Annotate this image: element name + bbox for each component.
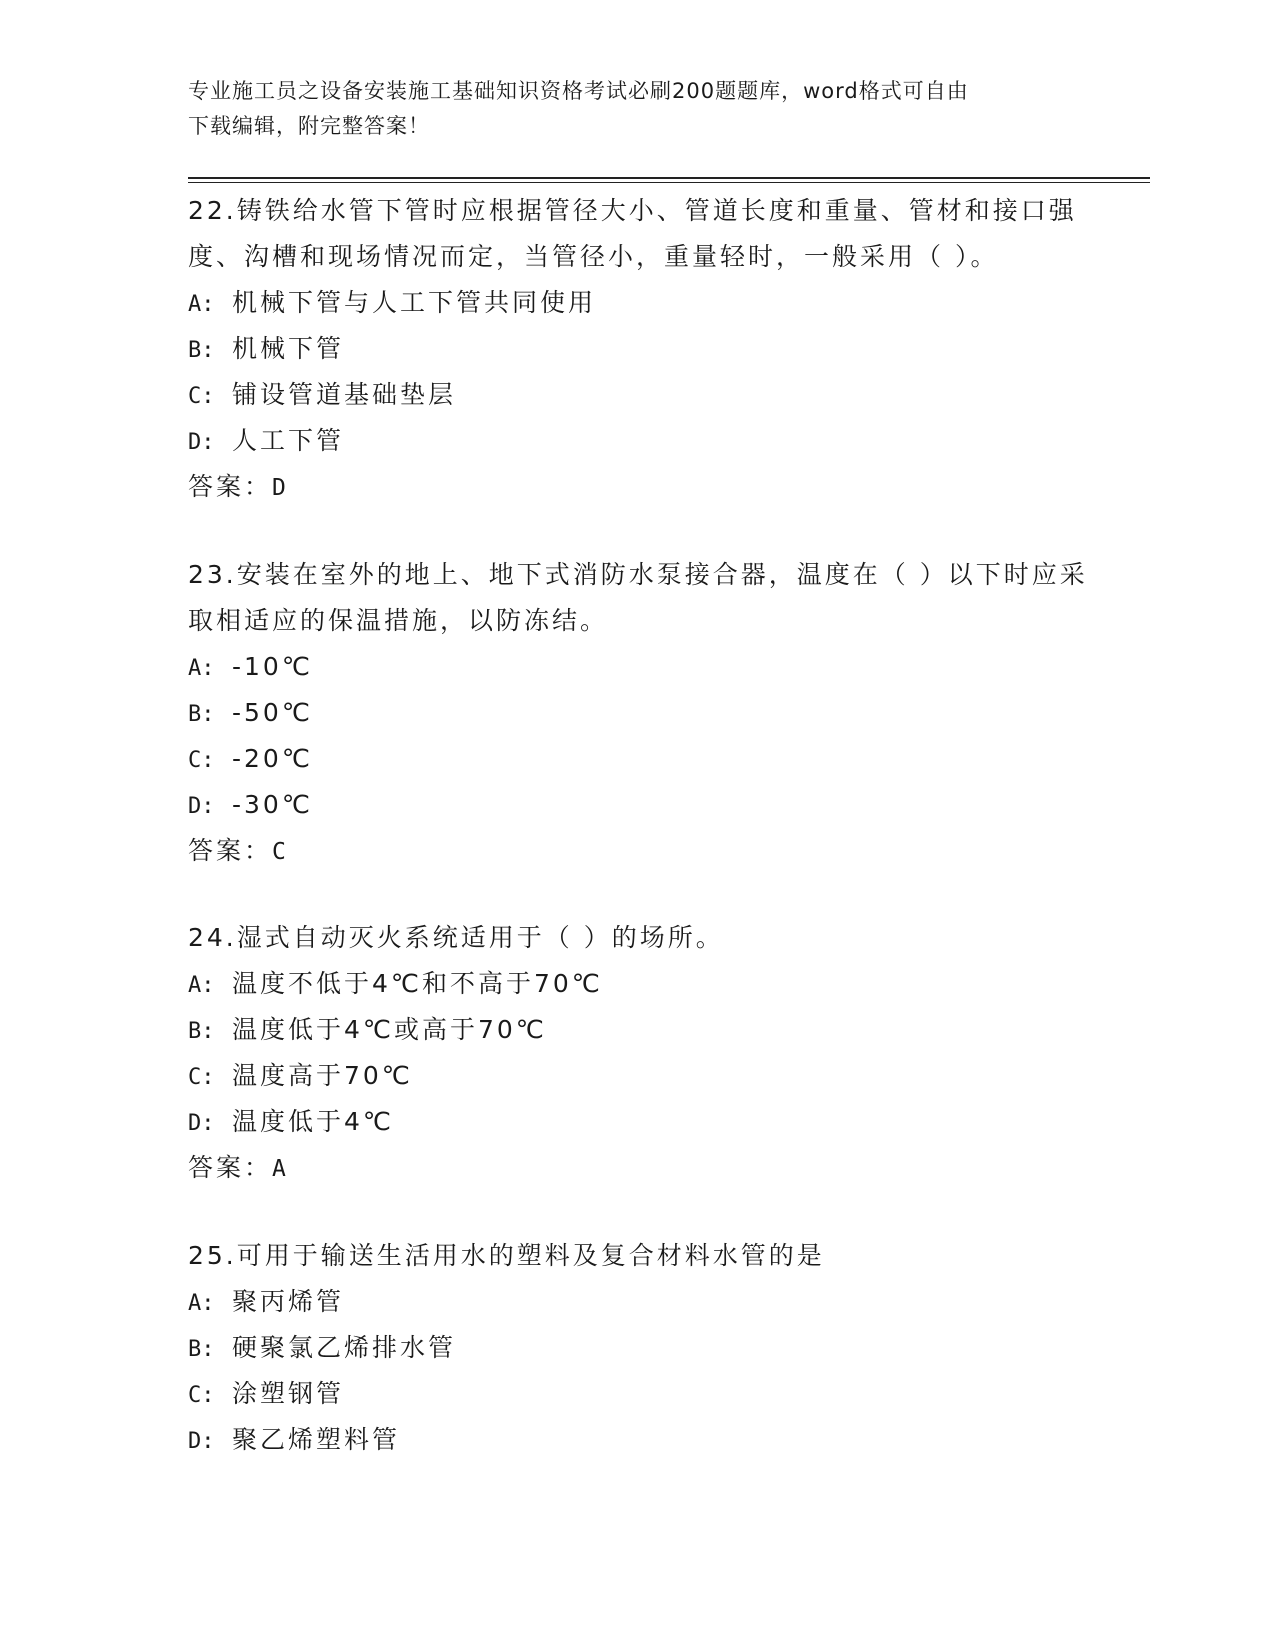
option-text: 机械下管与人工下管共同使用 [232,288,597,317]
option-text: -50℃ [232,698,313,727]
option-c [188,1053,1088,1099]
option-label: D: [188,430,215,455]
option-label: B: [188,1337,215,1362]
option-text: 温度不低于4℃和不高于70℃ [232,969,603,998]
question-23 [188,552,1088,874]
option-text: 机械下管 [232,334,345,363]
document-header [188,74,1068,144]
question-stem: 24.湿式自动灭火系统适用于（ ）的场所。 [188,923,724,952]
option-label: D: [188,1111,215,1136]
option-d [188,782,1088,828]
option-label: A: [188,1291,215,1316]
answer-label: 答案： [188,1153,273,1182]
option-d [188,1417,1088,1463]
option-a [188,644,1088,690]
header-divider-thin [188,182,1150,183]
option-text: 聚丙烯管 [232,1287,345,1316]
question-stem: 25.可用于输送生活用水的塑料及复合材料水管的是 [188,1241,825,1270]
header-line-1: 专业施工员之设备安装施工基础知识资格考试必刷200题题库，word格式可自由 [188,79,969,103]
option-label: D: [188,1429,215,1454]
option-d [188,1099,1088,1145]
answer-line [188,1145,1088,1191]
option-c [188,736,1088,782]
option-text: 聚乙烯塑料管 [232,1425,401,1454]
option-label: B: [188,702,215,727]
option-label: D: [188,794,215,819]
option-text: -10℃ [232,652,313,681]
option-text: -20℃ [232,744,313,773]
option-label: C: [188,1383,215,1408]
header-divider-thick [188,177,1150,179]
option-text: 涂塑钢管 [232,1379,345,1408]
option-text: 温度低于4℃ [232,1107,394,1136]
option-b [188,1325,1088,1371]
option-label: C: [188,748,215,773]
question-24 [188,915,1088,1191]
option-b [188,690,1088,736]
option-text: 人工下管 [232,426,345,455]
option-text: 温度高于70℃ [232,1061,413,1090]
option-b [188,326,1088,372]
option-label: C: [188,384,215,409]
answer-label: 答案： [188,836,273,865]
option-label: A: [188,973,215,998]
option-label: B: [188,1019,215,1044]
option-a [188,280,1088,326]
option-text: 温度低于4℃或高于70℃ [232,1015,547,1044]
option-text: 硬聚氯乙烯排水管 [232,1333,457,1362]
option-text: 铺设管道基础垫层 [232,380,457,409]
answer-value: D [272,475,289,501]
option-label: A: [188,656,215,681]
option-label: C: [188,1065,215,1090]
option-label: B: [188,338,215,363]
question-stem: 22.铸铁给水管下管时应根据管径大小、管道长度和重量、管材和接口强度、沟槽和现场情况而定，当管径小，重量轻时，一般采用（ ）。 [188,196,1077,271]
answer-value: A [272,1156,289,1182]
option-b [188,1007,1088,1053]
answer-line [188,464,1088,510]
question-stem: 23.安装在室外的地上、地下式消防水泵接合器，温度在（ ）以下时应采取相适应的保温措施，以防冻结。 [188,560,1088,635]
answer-value: C [272,839,289,865]
header-line-2: 下载编辑，附完整答案！ [188,114,430,138]
option-c [188,1371,1088,1417]
question-22 [188,188,1088,510]
option-d [188,418,1088,464]
question-25 [188,1233,1088,1463]
option-label: A: [188,292,215,317]
answer-line [188,828,1088,874]
answer-label: 答案： [188,472,273,501]
option-a [188,961,1088,1007]
option-text: -30℃ [232,790,313,819]
option-c [188,372,1088,418]
option-a [188,1279,1088,1325]
